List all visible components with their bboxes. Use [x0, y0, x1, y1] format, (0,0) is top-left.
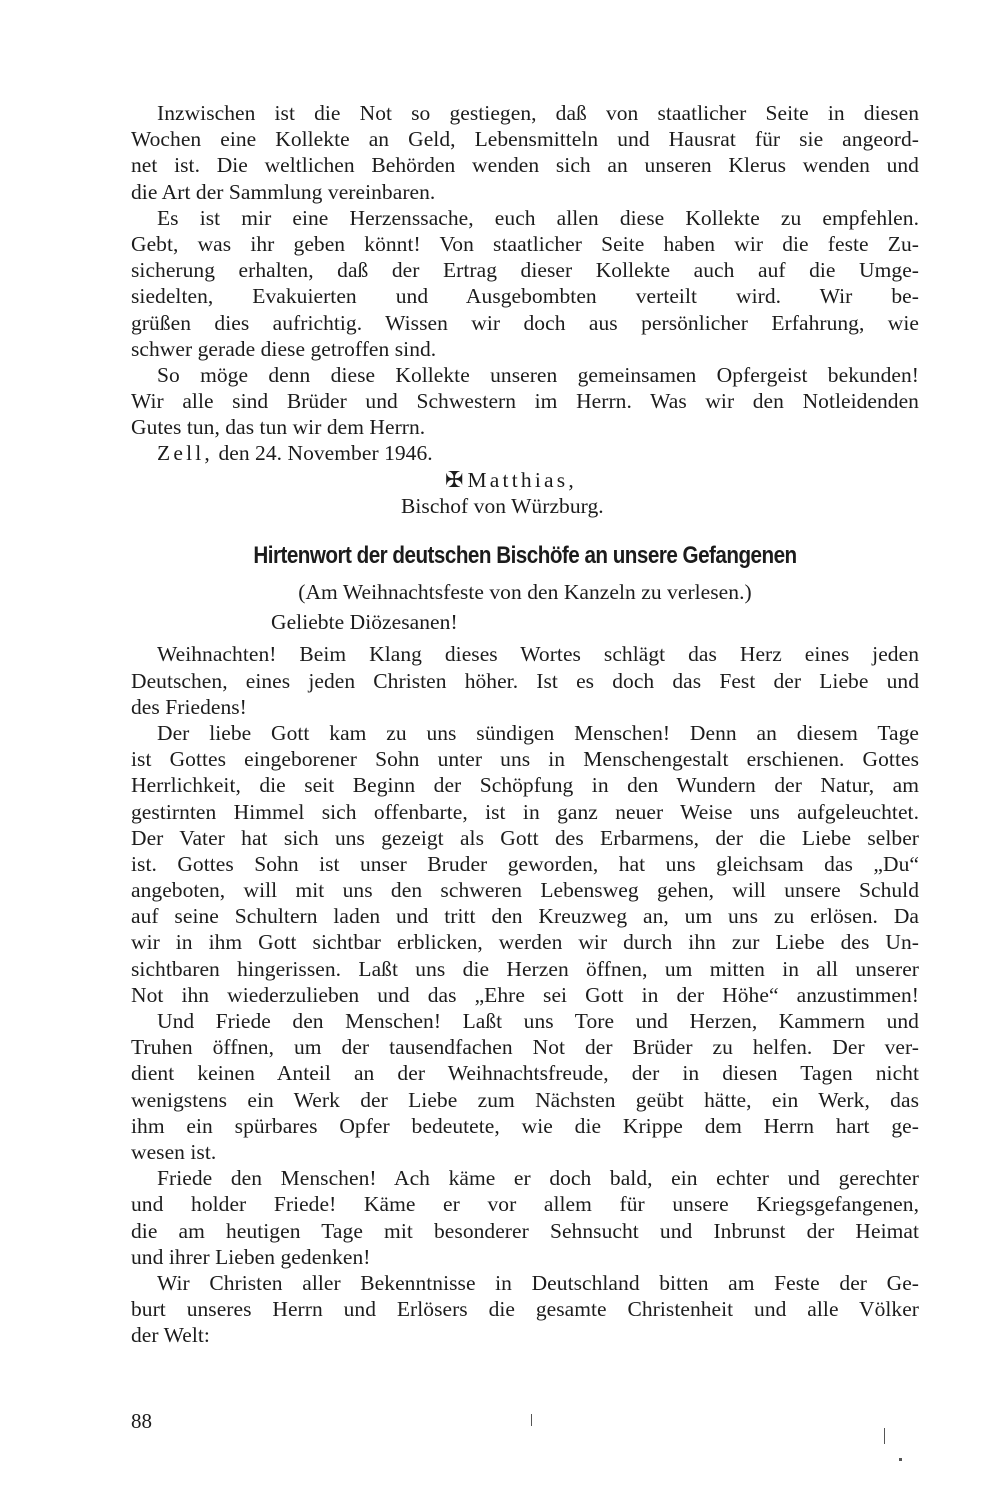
text-line: Und Friede den Menschen! Laßt uns Tore und Herzen, Kammern und: [157, 1009, 919, 1033]
paragraph-friede-2: [131, 1165, 919, 1270]
text-line: auf seine Schultern laden und tritt den Kreuzweg an, um uns zu erlösen. Da: [131, 904, 919, 929]
text-line: ist. Gottes Sohn ist unser Bruder geworden, hat uns gleichsam das „Du“: [131, 851, 919, 876]
text-line: net ist. Die weltlichen Behörden wenden sich an unseren Klerus wenden und: [131, 153, 919, 178]
signature-line: [131, 467, 919, 493]
text-line: der Welt:: [131, 1323, 210, 1348]
paragraph-not-kollekte: [131, 100, 919, 205]
text-line: Der liebe Gott kam zu uns sündigen Menschen! Denn an diesem Tage: [157, 720, 919, 745]
text-line: und ihrer Lieben gedenken!: [131, 1244, 371, 1269]
text-line: Der Vater hat sich uns gezeigt als Gott des Erbarmens, der die Liebe selber: [131, 825, 919, 850]
text-line: schwer gerade diese getroffen sind.: [131, 336, 437, 361]
text-line: Wir Christen aller Bekenntnisse in Deutschland bitten am Feste der Ge-: [157, 1270, 919, 1295]
date-line: [131, 440, 919, 466]
text-line: grüßen dies aufrichtig. Wissen wir doch aus persönlicher Erfahrung, wie: [131, 310, 919, 335]
section-heading: Hirtenwort der deutschen Bischöfe an unsere Gefangenen: [253, 542, 797, 569]
text-line: sicherung erhalten, daß der Ertrag dieser Kollekte auch auf die Umge-: [131, 258, 919, 283]
salutation: Geliebte Diözesanen!: [271, 610, 458, 635]
date-text: den 24. November 1946.: [218, 441, 433, 466]
text-line: Weihnachten! Beim Klang dieses Wortes schlägt das Herz eines jeden: [157, 642, 919, 667]
paragraph-weihnachten: [131, 641, 919, 720]
text-line: gestirnten Himmel sich offenbarte, ist in ganz neuer Weise uns aufgeleuchtet.: [131, 799, 919, 824]
text-line: ist Gottes eingeborener Sohn unter uns in Menschengestalt erschienen. Gottes: [131, 747, 919, 772]
text-line: angeboten, will mit uns den schweren Lebensweg gehen, will unsere Schuld: [131, 878, 919, 903]
text-line: Friede den Menschen! Ach käme er doch bald, ein echter und gerechter: [157, 1166, 919, 1191]
text-line: siedelten, Evakuierten und Ausgebombten verteilt wird. Wir be-: [131, 284, 919, 309]
text-line: dient keinen Anteil an der Weihnachtsfreude, der in diesen Tagen nicht: [131, 1061, 919, 1086]
text-line: Not ihn wiederzulieben und das „Ehre sei Gott in der Höhe“ anzustimmen!: [131, 982, 919, 1007]
text-line: des Friedens!: [131, 694, 247, 719]
text-line: ihm ein spürbares Opfer bedeutete, wie die Krippe dem Herrn hart ge-: [131, 1113, 919, 1138]
text-line: Es ist mir eine Herzenssache, euch allen diese Kollekte zu empfehlen.: [157, 205, 919, 230]
text-line: Wir alle sind Brüder und Schwestern im Herrn. Was wir den Notleidenden: [131, 389, 919, 414]
scan-speck: [531, 1414, 532, 1426]
text-line: Truhen öffnen, um der tausendfachen Not der Brüder zu helfen. Der ver-: [131, 1035, 919, 1060]
paragraph-opfergeist: [131, 362, 919, 441]
text-line: Wochen eine Kollekte an Geld, Lebensmitteln und Hausrat für sie angeord-: [131, 127, 919, 152]
paragraph-herzenssache: [131, 205, 919, 362]
scan-speck: [899, 1458, 902, 1461]
page-body: [131, 100, 919, 1348]
text-line: die am heutigen Tage mit besonderer Sehnsucht und Inbrunst der Heimat: [131, 1218, 919, 1243]
text-line: die Art der Sammlung vereinbaren.: [131, 179, 436, 204]
text-line: wesen ist.: [131, 1139, 217, 1164]
text-line: burt unseres Herrn und Erlösers die gesamte Christenheit und alle Völker: [131, 1297, 919, 1322]
text-line: Deutschen, eines jeden Christen höher. Ist es doch das Fest der Liebe und: [131, 668, 919, 693]
text-line: wir in ihm Gott sichtbar erblicken, werden wir durch ihn zur Liebe des Un-: [131, 930, 919, 955]
paragraph-lieber-gott: [131, 720, 919, 1008]
text-line: sichtbaren hingerissen. Laßt uns die Herzen öffnen, um mitten in all unserer: [131, 956, 919, 981]
text-line: Herrlichkeit, die seit Beginn der Schöpfung in den Wundern der Natur, am: [131, 773, 919, 798]
bishop-cross-icon: ✠: [445, 466, 464, 492]
signature-name: Matthias,: [467, 467, 577, 492]
text-line: und holder Friede! Käme er vor allem für unsere Kriegsgefangenen,: [131, 1192, 919, 1217]
section-subtitle: (Am Weihnachtsfeste von den Kanzeln zu verlesen.): [298, 580, 752, 604]
text-line: So möge denn diese Kollekte unseren gemeinsamen Opfergeist bekunden!: [157, 362, 919, 387]
text-line: Gebt, was ihr geben könnt! Von staatlicher Seite haben wir die feste Zu-: [131, 231, 919, 256]
scan-speck: [884, 1428, 885, 1444]
paragraph-friede-1: [131, 1008, 919, 1165]
paragraph-christen: [131, 1270, 919, 1349]
text-line: Inzwischen ist die Not so gestiegen, daß von staatlicher Seite in diesen: [157, 101, 919, 125]
text-line: Gutes tun, das tun wir dem Herrn.: [131, 415, 426, 440]
signature-title: Bischof von Würzburg.: [401, 493, 604, 518]
page-number: 88: [131, 1409, 152, 1433]
text-line: wenigstens ein Werk der Liebe zum Nächsten geübt hätte, ein Werk, das: [131, 1087, 919, 1112]
date-place: Zell,: [157, 441, 213, 466]
